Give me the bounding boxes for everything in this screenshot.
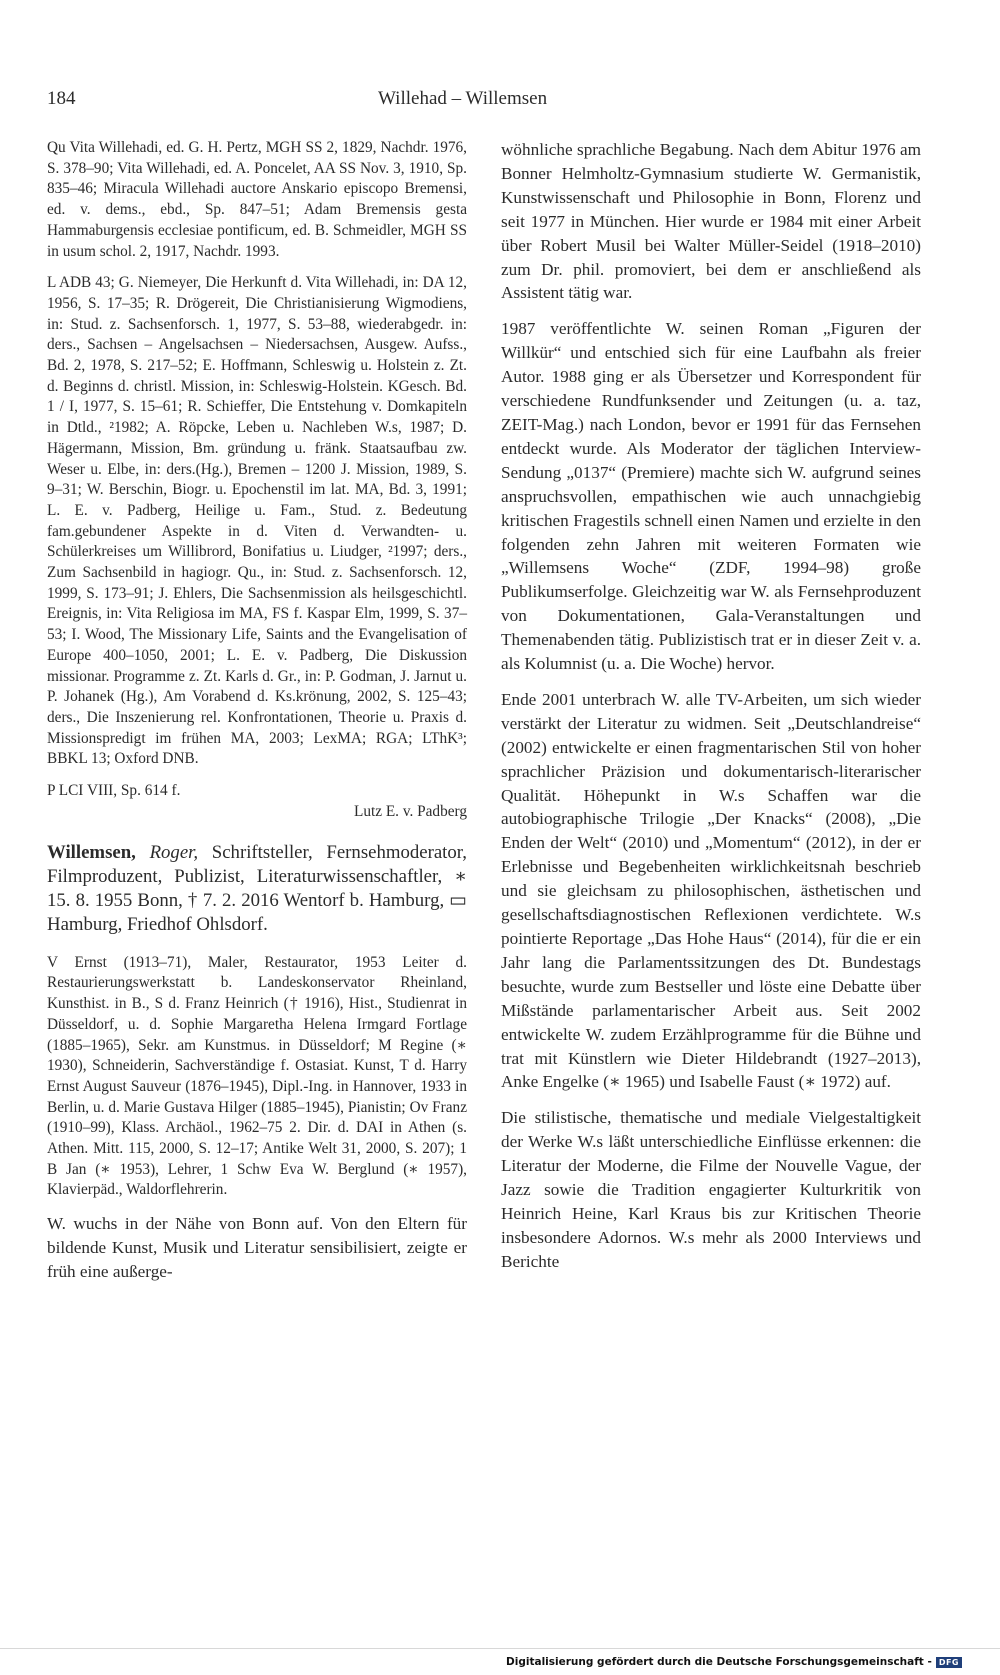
sources-paragraph: Qu Vita Willehadi, ed. G. H. Pertz, MGH SS 2, 1829, Nachdr. 1976, S. 378–90; Vita Willehadi, ed. A. Poncelet, AA SS Nov. 3, 1910, Sp. 835–46; Miracula Willehadi auctore Anskario episcopo Bremensi, ed. v. dems., ebd., Sp. 847–51; Adam Bremensis gesta Hammaburgensis ecclesiae pontificum, ed. B. Schmeidler, MGH SS in usum schol. 2, 1917, Nachdr. 1993. — [47, 139, 467, 260]
genealogy-paragraph: V Ernst (1913–71), Maler, Restaurator, 1953 Leiter d. Restaurierungswerkstatt b. Landeskonservator Rheinland, Kunsthist. in B., S d. Franz Heinrich († 1916), Hist., Studienrat in Düsseldorf, u. d. Sophie Margaretha Helena Irmgard Fortlage (1885–1965), Sekr. am Kunstmus. in Düsseldorf; M Regine (∗ 1930), Schneiderin, Sachverständige f. Ostasiat. Kunst, T d. Harry Ernst August Sauveur (1876–1945), Dipl.-Ing. in Hannover, 1933 in Berlin, u. d. Marie Gustava Hilger (1885–1945), Pianistin; Ov Franz (1910–99), Klass. Archäol., 1962–75 2. Dir. d. DAI in Athen (s. Athen. Mitt. 115, 2000, S. 12–17; Antike Welt 31, 2000, S. 207); 1 B Jan (∗ 1953), Lehrer, 1 Schw Eva W. Berglund (∗ 1957), Klavierpäd., Waldorflehrerin. — [47, 953, 467, 1199]
left-column — [47, 138, 467, 1298]
dfg-logo: DFG — [936, 1657, 962, 1668]
entry-name: Willemsen, — [47, 841, 136, 863]
body-paragraph-start: W. wuchs in der Nähe von Bonn auf. Von den Eltern für bildende Kunst, Musik und Literatur sensibilisiert, zeigte er früh eine außerge- — [47, 1214, 467, 1281]
right-column — [501, 138, 921, 1286]
portraits-paragraph: P LCI VIII, Sp. 614 f. — [47, 782, 181, 800]
footer-credit — [506, 1656, 962, 1668]
literature-paragraph: L ADB 43; G. Niemeyer, Die Herkunft d. Vita Willehadi, in: DA 12, 1956, S. 17–35; R. Drögereit, Die Christianisierung Wigmodiens, in: Stud. z. Sachsenforsch. 1, 1977, S. 53–88, wiederabgedr. in: ders., Sachsen – Angelsachsen – Niedersachsen, Ausgew. Aufss., Bd. 2, 1978, S. 217–52; E. Hoffmann, Schleswig u. Holstein z. Zt. d. Beginns d. christl. Mission, in: Schleswig-Holstein. KGesch. Bd. 1 / I, 1977, S. 15–61; R. Schieffer, Die Entstehung v. Domkapiteln in Dtld., ²1982; A. Röpcke, Leben u. Nachleben W.s, 1987; D. Hägermann, Mission, Bm. gründung u. fränk. Staatsaufbau zw. Weser u. Elbe, in: ders.(Hg.), Bremen – 1200 J. Mission, 1989, S. 9–31; W. Berschin, Biogr. u. Epochenstil im lat. MA, Bd. 3, 1991; L. E. v. Padberg, Heilige u. Fam., Stud. z. Bedeutung fam.gebundener Aspekte in d. Viten d. Verwandten- u. Schülerkreises um Willibrord, Bonifatius u. Liudger, ²1997; ders., Zum Sachsenbild in hagiogr. Qu., in: Stud. z. Sachsenforsch. 12, 1999, S. 173–91; J. Ehlers, Die Sachsenmission als heilsgeschichtl. Ereignis, in: Vita Religiosa im MA, FS f. Kaspar Elm, 1999, S. 37–53; I. Wood, The Missionary Life, Saints and the Evangelisation of Europe 400–1050, 2001; L. E. v. Padberg, Die Diskussion missionar. Programme z. Zt. Karls d. Gr., in: P. Godman, J. Jarnut u. P. Johanek (Hg.), Am Vorabend d. Ks.krönung, 2002, S. 125–43; ders., Die Inszenierung rel. Konfrontationen, Theorie u. Praxis d. Missionspredigt im frühen MA, 2003; LexMA; RGA; LThK³; BBKL 13; Oxford DNB. — [47, 274, 467, 768]
body-paragraph-2: 1987 veröffentlichte W. seinen Roman „Figuren der Willkür“ und entschied sich für eine Laufbahn als freier Autor. 1988 ging er als Übersetzer und Korrespondent für verschiedene Rundfunksender und Zeitungen (u. a. taz, ZEIT-Mag.) nach London, bevor er 1991 für das Fernsehen entdeckt wurde. Als Moderator der täglichen Interview-Sendung „0137“ (Premiere) machte sich W. aufgrund seines anspruchsvollen, empathischen wie auch unnachgiebig kritischen Fragestils schnell einen Namen und erzielte in den folgenden zehn Jahren mit weiteren Formaten wie „Willemsens Woche“ (ZDF, 1994–98) große Publikumserfolge. Gleichzeitig war W. als Fernsehproduzent von Dokumentationen, Gala-Veranstaltungen und Themenabenden tätig. Publizistisch trat er in dieser Zeit v. a. als Kolumnist (u. a. Die Woche) hervor. — [501, 319, 921, 674]
entry-heading — [47, 841, 467, 938]
footer-divider — [0, 1648, 1000, 1649]
body-paragraph-1: wöhnliche sprachliche Begabung. Nach dem Abitur 1976 am Bonner Helmholtz-Gymnasium studierte W. Germanistik, Kunstwissenschaft und Philosophie in Bonn, Florenz und seit 1977 in München. Hier wurde er 1984 mit einer Arbeit über Robert Musil bei Walter Müller-Seidel (1918–2010) zum Dr. phil. promoviert, bei dem er anschließend als Assistent tätig war. — [501, 140, 921, 303]
body-paragraph-3: Ende 2001 unterbrach W. alle TV-Arbeiten, um sich wieder verstärkt der Literatur zu widmen. Seit „Deutschlandreise“ (2002) entwickelte er einen fragmentarischen Stil von hoher sprachlicher Präzision und dokumentarisch-literarischer Qualität. Höhepunkt in W.s Schaffen war die autobiographische Trilogie „Der Knacks“ (2008), „Die Enden der Welt“ (2010) und „Momentum“ (2012), in der er Erlebnisse und Begebenheiten wirklichkeitsnah beschrieb und sie gleichsam zu philosophischen, ästhetischen und gesellschaftsdiagnostischen Reflexionen verdichtete. W.s pointierte Reportage „Das Hohe Haus“ (2014), für die er ein Jahr lang die Parlamentssitzungen des Dt. Bundestags besuchte, wurde zum Bestseller und löste eine Debatte über Mißstände parlamentarischer Arbeit aus. Seit 2002 entwickelte W. zudem Erzählprogramme für die Bühne und trat mit Künstlern wie Dieter Hildebrandt (1927–2013), Anke Engelke (∗ 1965) und Isabelle Faust (∗ 1972) auf. — [501, 689, 921, 1092]
page-number: 184 — [47, 88, 76, 109]
article-author: Lutz E. v. Padberg — [353, 802, 467, 820]
entry-description: Schriftsteller, Fernsehmoderator, Filmproduzent, Publizist, Literaturwissenschaftler, ∗ 15. 8. 1955 Bonn, † 7. 2. 2016 Wentorf b. Hamburg, ▭ Hamburg, Friedhof Ohlsdorf. — [47, 841, 467, 936]
running-head: Willehad – Willemsen — [378, 88, 548, 109]
footer-text: Digitalisierung gefördert durch die Deutsche Forschungsgemeinschaft - — [506, 1656, 932, 1668]
body-paragraph-4: Die stilistische, thematische und mediale Vielgestaltigkeit der Werke W.s läßt unterschiedliche Einflüsse erkennen: die Literatur der Moderne, die Filme der Nouvelle Vague, der Jazz sowie die Tradition engagierter Kulturkritik von Heinrich Heine, Karl Kraus bis zur Kritischen Theorie insbesondere Adornos. W.s mehr als 2000 Interviews und Berichte — [501, 1108, 921, 1271]
entry-given-name: Roger, — [149, 841, 199, 863]
